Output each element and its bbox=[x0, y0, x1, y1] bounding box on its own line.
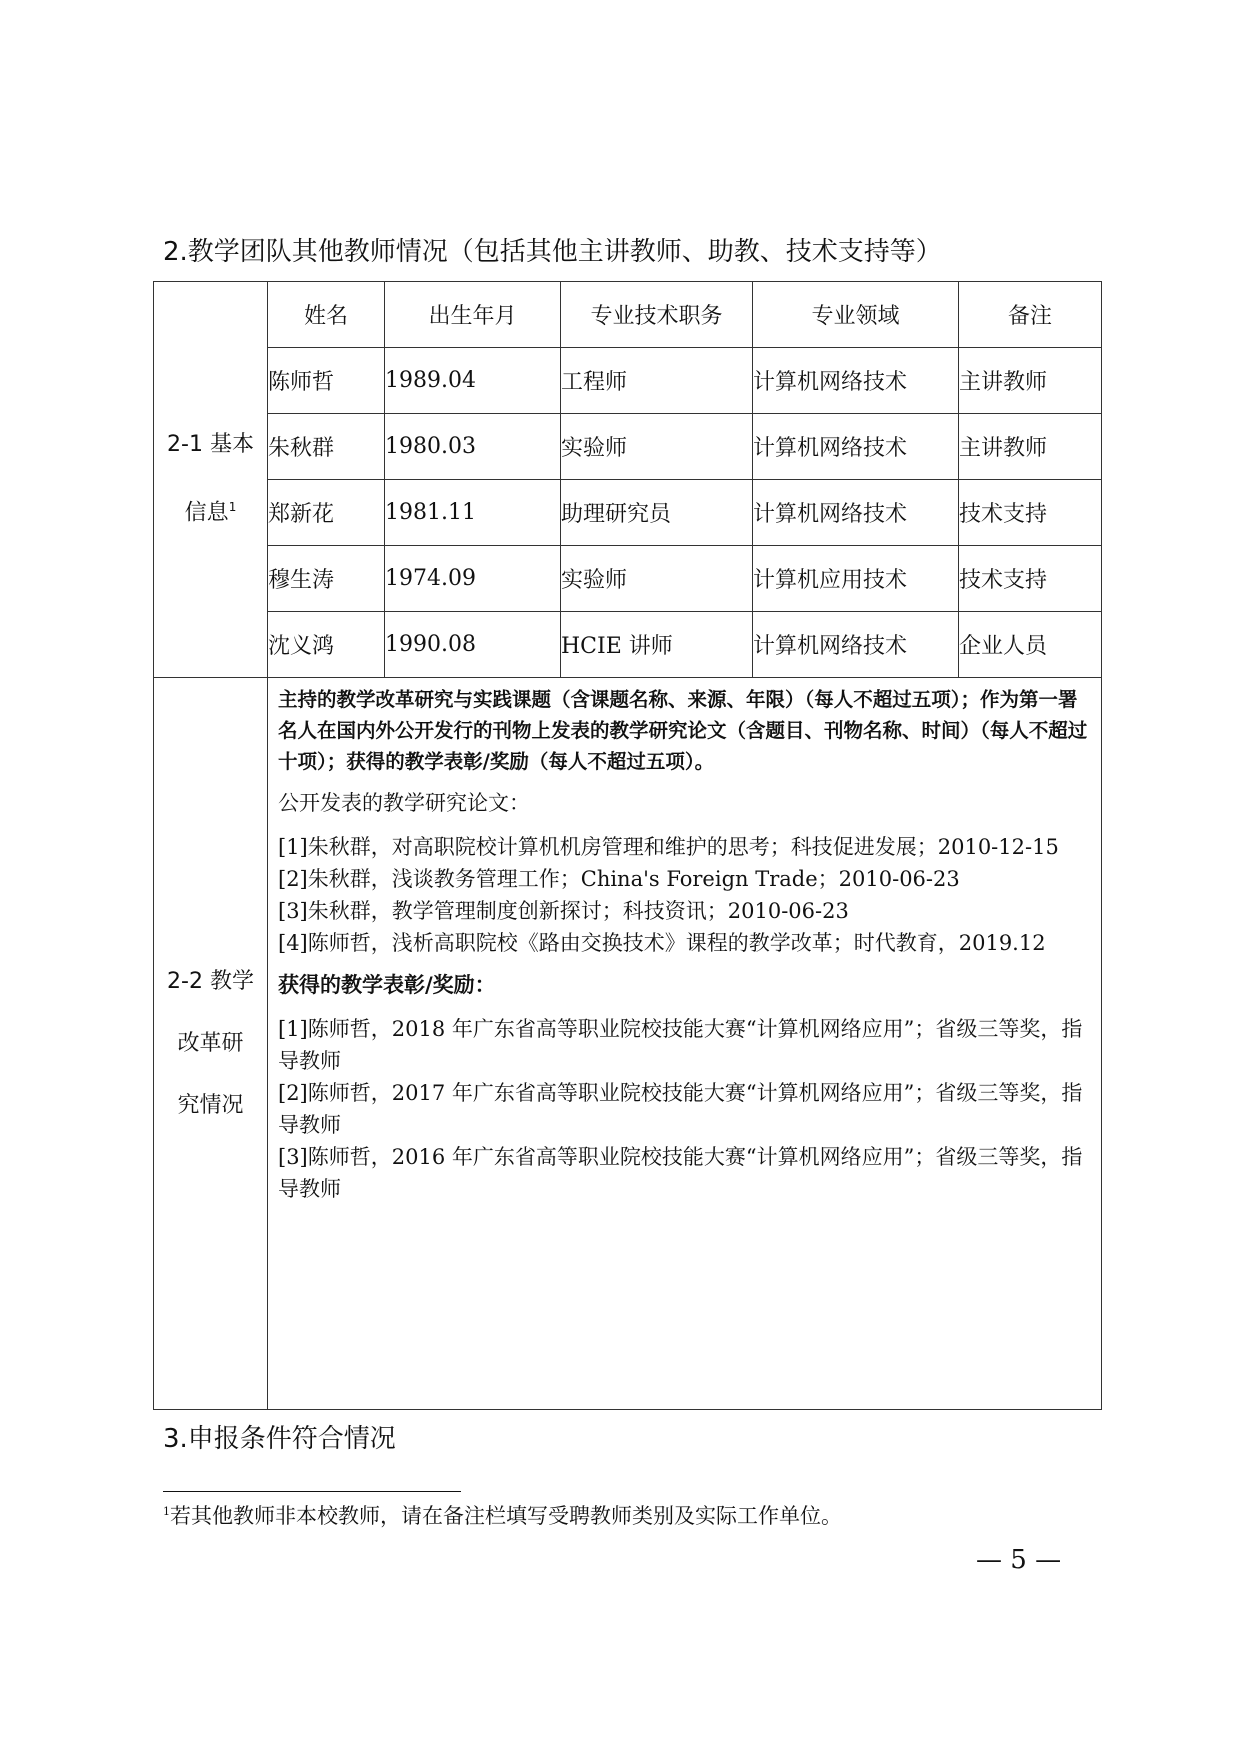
cell-name: 沈义鸿 bbox=[268, 612, 385, 678]
cell-title: 实验师 bbox=[561, 414, 753, 480]
footnote-text: 若其他教师非本校教师，请在备注栏填写受聘教师类别及实际工作单位。 bbox=[170, 1504, 842, 1528]
header-field: 专业领域 bbox=[753, 282, 959, 348]
table-row bbox=[154, 546, 1102, 612]
teacher-info-table bbox=[153, 281, 1102, 1410]
research-content bbox=[268, 678, 1102, 1410]
paper-entry: [2]朱秋群，浅谈教务管理工作；China's Foreign Trade；2010-06-23 bbox=[278, 867, 960, 891]
basic-info-label-line-2: 信息 bbox=[184, 500, 229, 526]
cell-name: 朱秋群 bbox=[268, 414, 385, 480]
award-entry: [2]陈师哲，2017 年广东省高等职业院校技能大赛“计算机网络应用”；省级三等奖，指导教师 bbox=[278, 1081, 1083, 1137]
papers-heading: 公开发表的教学研究论文： bbox=[278, 791, 530, 815]
section-2-title: 2.教学团队其他教师情况（包括其他主讲教师、助教、技术支持等） bbox=[163, 237, 942, 267]
cell-field: 计算机网络技术 bbox=[753, 414, 959, 480]
table-header-row bbox=[154, 282, 1102, 348]
research-instructions: 主持的教学改革研究与实践课题（含课题名称、来源、年限）（每人不超过五项）；作为第一署名人在国内外公开发行的刊物上发表的教学研究论文（含题目、刊物名称、时间）（每人不超过十项）；获得的教学表彰/奖励（每人不超过五项）。 bbox=[278, 688, 1088, 773]
cell-birth: 1981.11 bbox=[385, 480, 561, 546]
cell-title: 实验师 bbox=[561, 546, 753, 612]
table-row bbox=[154, 348, 1102, 414]
cell-birth: 1974.09 bbox=[385, 546, 561, 612]
cell-name: 郑新花 bbox=[268, 480, 385, 546]
research-label-line: 2-2 教学 bbox=[167, 968, 254, 994]
cell-field: 计算机网络技术 bbox=[753, 480, 959, 546]
cell-name: 穆生涛 bbox=[268, 546, 385, 612]
footnote-divider bbox=[163, 1491, 461, 1492]
cell-title: HCIE 讲师 bbox=[561, 612, 753, 678]
table-row bbox=[154, 480, 1102, 546]
table-row bbox=[154, 414, 1102, 480]
paper-entry: [3]朱秋群，教学管理制度创新探讨；科技资讯；2010-06-23 bbox=[278, 899, 849, 923]
footnote-mark: 1 bbox=[163, 1505, 170, 1518]
research-label bbox=[154, 678, 268, 1410]
header-remark: 备注 bbox=[959, 282, 1102, 348]
awards-heading: 获得的教学表彰/奖励： bbox=[278, 973, 496, 997]
cell-title: 工程师 bbox=[561, 348, 753, 414]
cell-name: 陈师哲 bbox=[268, 348, 385, 414]
research-label-line: 究情况 bbox=[177, 1092, 244, 1118]
research-label-line: 改革研 bbox=[177, 1030, 244, 1056]
cell-field: 计算机网络技术 bbox=[753, 612, 959, 678]
paper-entry: [4]陈师哲，浅析高职院校《路由交换技术》课程的教学改革；时代教育，2019.12 bbox=[278, 931, 1046, 955]
paper-entry: [1]朱秋群，对高职院校计算机机房管理和维护的思考；科技促进发展；2010-12-15 bbox=[278, 835, 1059, 859]
section-3-title: 3.申报条件符合情况 bbox=[163, 1424, 396, 1454]
basic-info-label bbox=[154, 282, 268, 678]
cell-remark: 企业人员 bbox=[959, 612, 1102, 678]
cell-remark: 主讲教师 bbox=[959, 348, 1102, 414]
cell-birth: 1980.03 bbox=[385, 414, 561, 480]
page-number: — 5 — bbox=[976, 1545, 1062, 1575]
cell-title: 助理研究员 bbox=[561, 480, 753, 546]
award-entry: [1]陈师哲，2018 年广东省高等职业院校技能大赛“计算机网络应用”；省级三等奖，指导教师 bbox=[278, 1017, 1083, 1073]
header-title: 专业技术职务 bbox=[561, 282, 753, 348]
header-birth: 出生年月 bbox=[385, 282, 561, 348]
basic-info-label-line-1: 2-1 基本 bbox=[167, 432, 254, 458]
cell-remark: 技术支持 bbox=[959, 480, 1102, 546]
award-entry: [3]陈师哲，2016 年广东省高等职业院校技能大赛“计算机网络应用”；省级三等奖，指导教师 bbox=[278, 1145, 1083, 1201]
cell-remark: 主讲教师 bbox=[959, 414, 1102, 480]
footnote-ref: 1 bbox=[228, 500, 237, 515]
cell-field: 计算机应用技术 bbox=[753, 546, 959, 612]
cell-birth: 1989.04 bbox=[385, 348, 561, 414]
header-name: 姓名 bbox=[268, 282, 385, 348]
footnote bbox=[163, 1500, 842, 1530]
table-row bbox=[154, 612, 1102, 678]
cell-field: 计算机网络技术 bbox=[753, 348, 959, 414]
cell-remark: 技术支持 bbox=[959, 546, 1102, 612]
research-row bbox=[154, 678, 1102, 1410]
cell-birth: 1990.08 bbox=[385, 612, 561, 678]
